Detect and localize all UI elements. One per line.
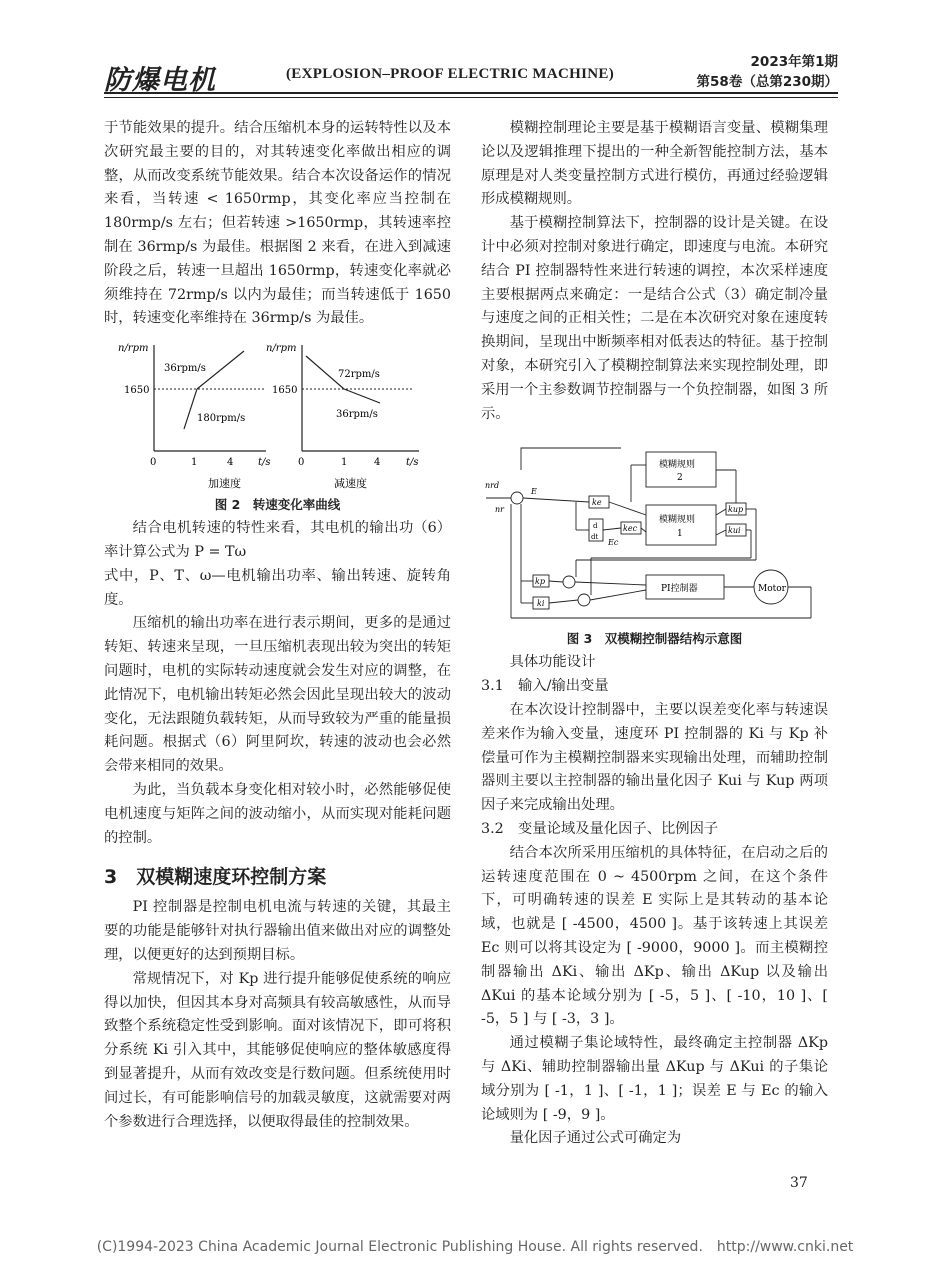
fig3-rule2-label-2: 2: [677, 473, 683, 484]
left-column: [104, 117, 451, 1134]
fig3-wire: [521, 448, 621, 470]
fig3-rule1-label-2: 1: [677, 529, 683, 540]
fig3-kui-label: kui: [728, 526, 741, 536]
journal-logo: 防爆电机: [104, 65, 216, 96]
header-rule: [104, 92, 838, 94]
equation-number: （6）: [413, 520, 451, 537]
fig3-nrd-label: nrd: [485, 481, 500, 491]
fig2-left-chart: [118, 343, 271, 490]
fig2-right-label-lower: 36rpm/s: [336, 409, 378, 421]
fig2-right-x-tick-1: 1: [341, 457, 348, 469]
issue-year: 2023年第1期: [750, 54, 838, 70]
fig3-sum-ki: [578, 594, 590, 606]
fig2-left-x-axis: t/s: [258, 457, 271, 469]
fig2-right-title: 减速度: [334, 477, 367, 491]
fig2-left-y-axis: n/rpm: [118, 343, 149, 355]
right-paragraph-1: 模糊控制理论主要是基于模糊语言变量、模糊集理论以及逻辑推理下提出的一种全新智能控制方法，基本原理是对人类变量控制方式进行模仿，再通过经验逻辑形成模糊规则。: [481, 120, 828, 208]
right-paragraph-2: 基于模糊控制算法下，控制器的设计是关键。在设计中必须对控制对象进行确定，即速度与电流。本研究结合 PI 控制器特性来进行转速的调控，本次采样速度主要根据两点来确定：一是结合公式（3）确定制冷量与速度之间的正相关性；二是在本次研究对象在速度转换期间，呈现出中断频率相对低表达的特征。基于控制对象，本研究引入了模糊控制算法来实现控制处理，即采用一个主参数调节控制器与一个负控制器，如图 3 所示。: [481, 215, 829, 422]
fig3-pi-label: PI控制器: [661, 584, 698, 595]
fig3-rule1-label-1: 模糊规则: [659, 515, 696, 526]
fig2-left-y-tick: 1650: [124, 385, 150, 397]
fig3-rule2-label-1: 模糊规则: [659, 460, 696, 471]
fig3-E-label: E: [531, 487, 537, 497]
fig3-kup-label: kup: [728, 505, 744, 515]
fig2-right-label-upper: 72rpm/s: [338, 369, 380, 381]
fig2-caption: 图 2 转速变化率曲线: [214, 497, 341, 513]
header-rule-thin: [104, 97, 838, 98]
fig3-kec-label: kec: [623, 524, 638, 534]
fig2-right-y-tick: 1650: [272, 385, 298, 397]
fig3-caption: 图 3 双模糊控制器结构示意图: [566, 631, 743, 647]
fig2-left-title: 加速度: [208, 477, 241, 491]
fig2-right-x-axis: t/s: [406, 457, 419, 469]
fig3-rule1-box: [646, 505, 716, 545]
left-paragraph-4: 压缩机的输出功率在进行表示期间，更多的是通过转矩、转速来呈现，一旦压缩机表现出较为突出的转矩问题时，电机的实际转动速度就会发生对应的调整，在此情况下，电机输出转矩必然会因此呈现出较大的波动变化，无法跟随负载转矩，从而导致较为严重的能量损耗问题。根据式（6）阿里阿坎，转速的波动也会必然会带来相同的效果。: [104, 615, 451, 775]
subsection-3-1: 3.1 输入/输出变量: [481, 678, 609, 695]
right-column: [481, 117, 828, 1151]
copyright-footer: (C)1994-2023 China Academic Journal Electronic Publishing House. All rights reserved. http://www.cnki.net: [96, 1239, 854, 1255]
left-paragraph-7: 常规情况下，对 Kp 进行提升能够促使系统的响应得以加快，但因其本身对高频具有较高敏感性，从而导致整个系统稳定性受到影响。面对该情况下，即可将积分系统 Ki 引入其中，其能够促使响应的整体敏感度得到显著提升，从而有效改变是行数问题。但系统使用时间过长，有可能影响信号的加载灵敏度，这就需要对两个参数进行合理选择，以便取得最佳的控制效果。: [104, 970, 451, 1130]
fig3-kp-label: kp: [535, 577, 545, 587]
left-paragraph-6: PI 控制器是控制电机电流与转速的关键，其最主要的功能是能够针对执行器输出值来做出对应的调整处理，以便更好的达到预期目标。: [104, 899, 451, 963]
fig2-right-y-axis: n/rpm: [266, 343, 297, 355]
left-paragraph-1: 于节能效果的提升。结合压缩机本身的运转特性以及本次研究最主要的目的，对其转速变化率做出相应的调整，从而改变系统节能效果。结合本次设备运作的情况来看，当转速 < 1650rmp，其变化率应当控制在 180rmp/s 左右；但若转速 >1650rmp，其转速率控制在 36rmp/s 为最佳。根据图 2 来看，在进入到减速阶段之后，转速一旦超出 1650rmp，转速变化率就必须维持在 72rmp/s 以内为最佳；而当转速低于 1650 时，转速变化率维持在 36rmp/s 为最佳。: [104, 120, 451, 327]
fig3-ki-label: ki: [537, 599, 545, 609]
fig3-Ec-label: Ec: [608, 538, 619, 548]
journal-name: (EXPLOSION–PROOF ELECTRIC MACHINE): [286, 66, 614, 82]
left-paragraph-5: 为此，当负载本身变化相对较小时，必然能够促使电机速度与矩阵之间的波动缩小，从而实现对能耗问题的控制。: [104, 781, 451, 846]
fig3-sum-kp: [563, 576, 575, 588]
subsection-3-2: 3.2 变量论域及量化因子、比例因子: [481, 820, 719, 837]
fig2-left-label-lower: 180rpm/s: [197, 413, 246, 425]
fig2-left-label-upper: 36rpm/s: [164, 363, 206, 375]
fig3-nr-label: nr: [495, 505, 504, 515]
right-paragraph-6: 通过模糊子集论域特性，最终确定主控制器 ΔKp 与 ΔKi、辅助控制器输出量 ΔKup 与 ΔKui 的子集论域分别为 [ -1，1 ]、[ -1，1 ]；误差 E 与 Ec 的输入论域则为 [ -9，9 ]。: [481, 1035, 828, 1123]
fig2-left-x-tick-1: 1: [191, 457, 198, 469]
equation-6: [104, 517, 451, 565]
fig3-ke-label: ke: [592, 498, 602, 508]
right-paragraph-5: 结合本次所采用压缩机的具体特征，在启动之后的运转速度范围在 0 ~ 4500rpm 之间，在这个条件下，可明确转速的误差 E 实际上是其转动的基本论域，也就是 [ -4500，4500 ]。基于该转速上其误差 Ec 则可以将其设定为 [ -9000，9000 ]。而主模糊控制器输出 ΔKi、输出 ΔKp、输出 ΔKup 以及输出 ΔKui 的基本论域分别为 [ -5，5 ]、[ -10，10 ]、[ -5，5 ] 与 [ -3，3 ]。: [481, 844, 828, 1028]
right-paragraph-4: 在本次设计控制器中，主要以误差变化率与转速误差来作为输入变量，速度环 PI 控制器的 Ki 与 Kp 补偿量可作为主模糊控制器来实现输出处理，而辅助控制器则主要以主控制器的输出量化因子 Kui 与 Kup 两项因子来完成输出处理。: [481, 701, 828, 814]
left-paragraph-2: 结合电机转速的特性来看，其电机的输出功率计算公式为 P = Tω: [104, 520, 414, 560]
fig2-right-x-tick-0: 0: [298, 457, 305, 469]
issue-volume: 第58卷（总第230期）: [696, 74, 838, 90]
fig3-sum-main: [511, 492, 523, 504]
left-paragraph-3: 式中，P、T、ω—电机输出功率、输出转速、旋转角度。: [104, 567, 451, 608]
fig3-dt-label: dt: [591, 533, 599, 542]
right-paragraph-3: 具体功能设计: [509, 654, 596, 671]
issue-info: [697, 52, 838, 92]
fig2-right-x-tick-4: 4: [374, 457, 381, 469]
fig2-right-chart: [266, 343, 419, 490]
figure-2: [104, 341, 451, 491]
fig3-motor-label: Motor: [758, 584, 786, 595]
figure-3: [481, 440, 828, 625]
fig2-left-x-tick-4: 4: [227, 457, 234, 469]
section-3-heading: 3 双模糊速度环控制方案: [104, 866, 327, 889]
fig3-d-label: d: [593, 522, 598, 531]
fig2-left-x-tick-0: 0: [150, 457, 157, 469]
page-number: 37: [790, 1175, 808, 1191]
right-paragraph-7: 量化因子通过公式可确定为: [509, 1130, 682, 1147]
